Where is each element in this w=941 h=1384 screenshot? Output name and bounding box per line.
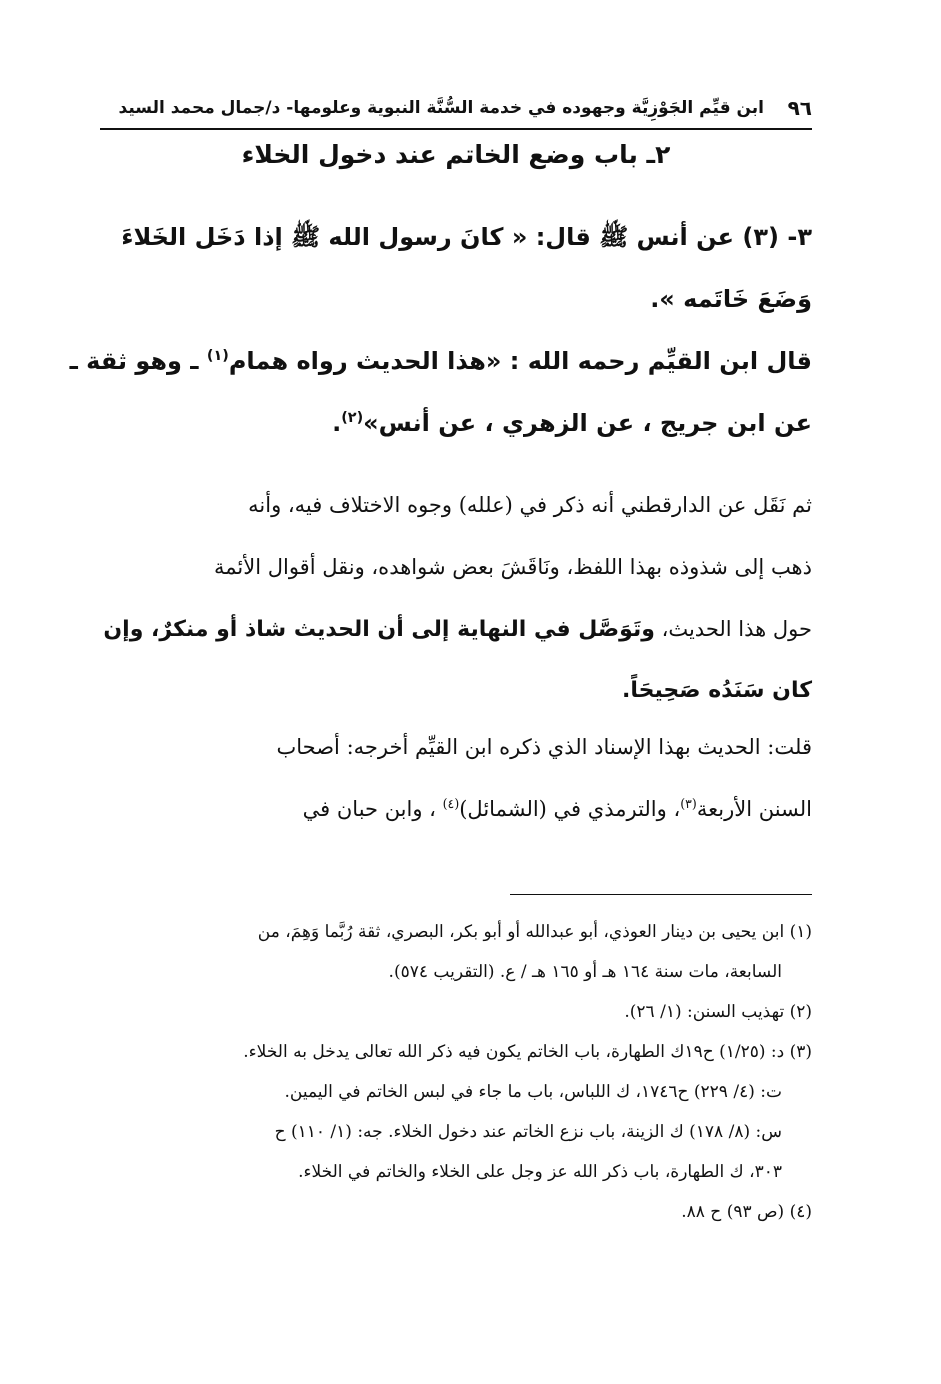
footnote-ref: (٢) (341, 410, 364, 426)
footnote-ref: (١) (206, 348, 229, 364)
para2-text: ، وابن حبان في (302, 797, 443, 821)
footnote-ref: (٣) (680, 796, 697, 811)
para2-text: السنن الأربعة (696, 797, 812, 821)
paragraph-1 (100, 474, 812, 722)
chapter-title: ٢ـ باب وضع الخاتم عند دخول الخلاء (241, 140, 671, 169)
para1-line-1: ثم نَقَل عن الدارقطني أنه ذكر في (علله) وجوه الاختلاف فيه، وأنه (248, 493, 812, 517)
para1-bold-text: وتَوَصَّل في النهاية إلى أن الحديث شاذ أو منكرٌ، وإن (103, 617, 655, 642)
para1-line-2: ذهب إلى شذوذه بهذا اللفظ، ونَاقَشَ بعض شواهده، ونقل أقوال الأئمة (214, 555, 812, 579)
page-number: ٩٦ (787, 96, 812, 120)
footnote-ref: (٤) (442, 796, 460, 811)
quote-text: عن ابن جريج ، عن الزهري ، عن أنس» (363, 409, 812, 437)
hadith-text (100, 206, 812, 330)
running-title: ابن قيِّم الجَوْزِيَّة وجهوده في خدمة السُّنَّة النبوية وعلومها- د/جمال محمد السيد (118, 98, 764, 118)
para1-text: حول هذا الحديث، (654, 617, 812, 641)
footnote-2: (٢) تهذيب السنن: (١/ ٢٦). (624, 1002, 812, 1022)
quote-text: ـ وهو ثقة ـ (69, 347, 207, 375)
para2-line-1: قلت: الحديث بهذا الإسناد الذي ذكره ابن القيِّم أخرجه: أصحاب (276, 735, 812, 759)
paragraph-2 (100, 716, 812, 840)
quote-line-1 (69, 330, 812, 392)
para1-line-4: كان سَنَدُه صَحِيحَاً. (621, 678, 812, 703)
footnote-3-line-4: ٣٠٣، ك الطهارة، باب ذكر الله عز وجل على الخلاء والخاتم في الخلاء. (298, 1162, 782, 1182)
footnote-3-line-3: س: (٨/ ١٧٨) ك الزينة، باب نزع الخاتم عند دخول الخلاء. جه: (١/ ١١٠) ح (274, 1122, 782, 1142)
footnote-1-line-1: (١) ابن يحيى بن دينار العوذي، أبو عبدالله أو أبو بكر، البصري، ثقة رُبَّما وَهِمَ، من (257, 922, 812, 942)
footnote-divider (510, 894, 812, 895)
footnote-4: (٤) (ص ٩٣) ح ٨٨. (681, 1202, 812, 1222)
ibn-qayyim-quote (69, 330, 812, 454)
quote-line-2 (100, 392, 812, 454)
footnote-3-line-1: (٣) د: (١/٢٥) ح١٩ك الطهارة، باب الخاتم يكون فيه ذكر الله تعالى يدخل به الخلاء. (243, 1042, 812, 1062)
para2-line-2 (100, 778, 812, 840)
hadith-line-2: وَضَعَ خَاتَمه ». (650, 285, 812, 313)
para2-text: ، والترمذي في (الشمائل) (459, 797, 681, 821)
page-header (100, 92, 812, 130)
quote-text: قال ابن القيِّم رحمه الله : «هذا الحديث رواه همام (228, 347, 812, 375)
para1-line-3 (100, 598, 812, 660)
hadith-line-1: ٣- (٣) عن أنس ﷺ قال: « كانَ رسول الله ﷺ إذا دَخَل الخَلاءَ (121, 223, 812, 251)
quote-text: . (332, 409, 342, 437)
footnote-3-line-2: ت: (٤/ ٢٢٩) ح١٧٤٦، ك اللباس، باب ما جاء في لبس الخاتم في اليمين. (284, 1082, 782, 1102)
footnotes (100, 912, 812, 1232)
footnote-1-line-2: السابعة، مات سنة ١٦٤ هـ أو ١٦٥ هـ / ع. (التقريب ٥٧٤). (388, 962, 782, 982)
